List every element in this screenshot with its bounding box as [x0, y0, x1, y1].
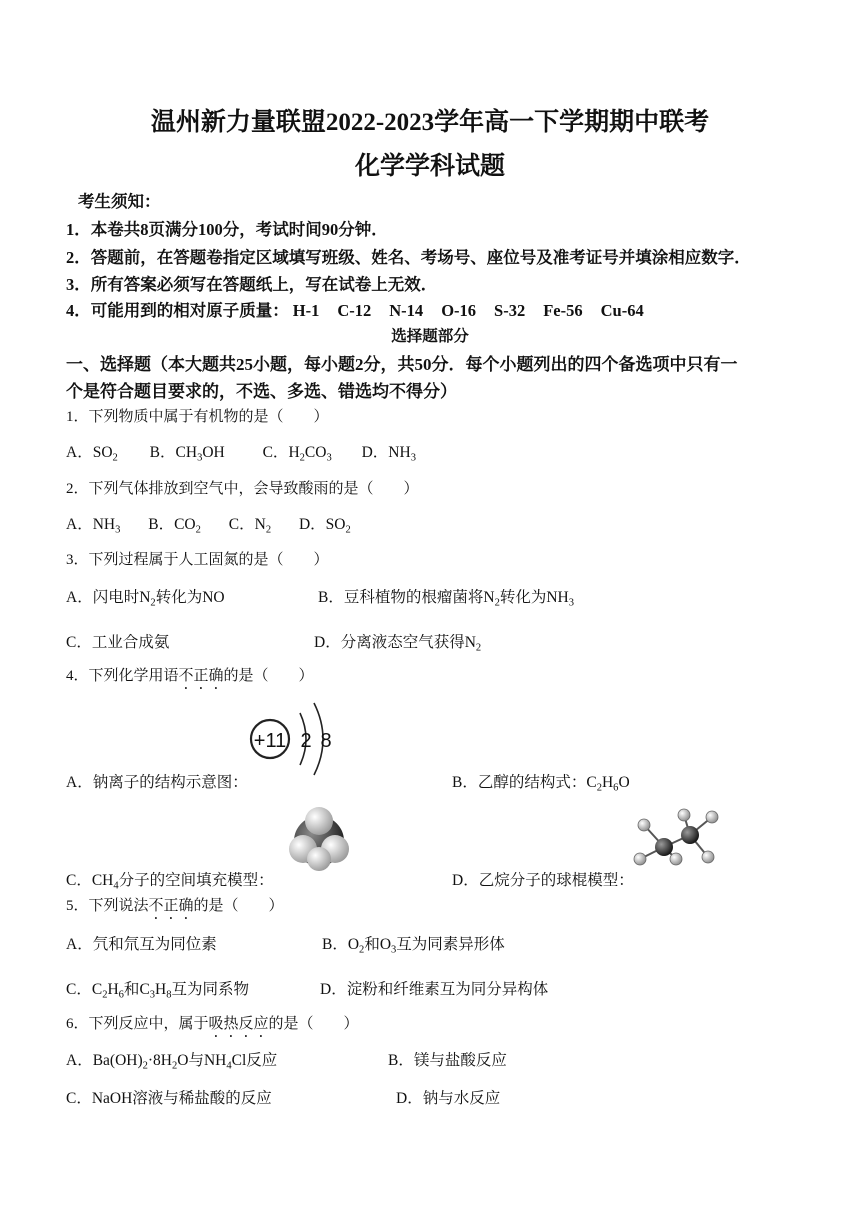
q6-option-d: D．钠与水反应 [396, 1090, 501, 1107]
q6-option-b: B．镁与盐酸反应 [388, 1052, 507, 1069]
atom-mass: O-16 [441, 301, 477, 320]
nucleus-charge: +11 [253, 730, 287, 752]
q2-option-b: B．$CO_2$ [148, 516, 201, 536]
q1-option-d: D．$NH_3$ [361, 444, 416, 464]
atom-mass: Cu-64 [600, 301, 644, 320]
emphasis-mark: 吸热反应 [208, 1016, 269, 1032]
notice-item-4 [66, 297, 662, 321]
q5-option-a: A．氕和氘互为同位素 [66, 936, 217, 953]
shell-1-electrons: 2 [300, 730, 312, 752]
notice-item-4-label: 4．可能用到的相对原子质量： [66, 301, 289, 320]
ethane-ball-and-stick-model [630, 807, 722, 869]
atom-mass: Fe-56 [543, 301, 583, 320]
exam-subtitle: 化学学科试题 [354, 153, 505, 180]
q1-stem: 1．下列物质中属于有机物的是（ ） [66, 409, 329, 425]
q5-stem: 5．下列说法不正确的是（ ） [66, 898, 284, 914]
atom-mass: H-1 [292, 301, 320, 320]
q3-stem: 3．下列过程属于人工固氮的是（ ） [66, 552, 329, 568]
atom-mass: S-32 [494, 301, 526, 320]
q2-option-c: C．$N_2$ [228, 516, 272, 536]
q5-option-c: C．$C_2H_6$和$C_3H_8$互为同系物 [66, 981, 250, 1001]
notice-item-3: 3．所有答案必须写在答题纸上，写在试卷上无效． [66, 275, 438, 294]
atom-mass: C-12 [337, 301, 372, 320]
q6-option-c: C．NaOH溶液与稀盐酸的反应 [66, 1090, 272, 1107]
q4-option-b: B．乙醇的结构式：$C_2H_6O$ [452, 774, 630, 794]
q4-option-a: A．钠离子的结构示意图： [66, 774, 248, 791]
q6-option-a: A．$Ba(OH)_2\cdot 8H_2O$与$NH_4Cl$反应 [66, 1052, 278, 1072]
q1-option-a: A．$SO_2$ [66, 444, 118, 464]
q4-option-c: C．$CH_4$分子的空间填充模型： [66, 872, 274, 892]
q4-option-d: D．乙烷分子的球棍模型： [452, 872, 634, 889]
q5-option-d: D．淀粉和纤维素互为同分异构体 [320, 981, 549, 998]
emphasis-mark: 不正确 [178, 668, 224, 684]
q2-option-a: A．$NH_3$ [66, 516, 121, 536]
q3-option-c: C．工业合成氨 [66, 634, 170, 651]
sodium-ion-structure-diagram [246, 697, 346, 779]
q1-option-c: C．$H_2CO_3$ [262, 444, 332, 464]
q6-stem: 6．下列反应中，属于吸热反应的是（ ） [66, 1016, 359, 1032]
section-label: 选择题部分 [391, 328, 469, 345]
shell-2-electrons: 8 [320, 730, 332, 752]
notice-item-2: 2．答题前，在答题卷指定区域填写班级、姓名、考场号、座位号及准考证号并填涂相应数字． [66, 248, 751, 267]
emphasis-mark: 不正确 [148, 898, 194, 914]
q2-option-d: D．$SO_2$ [298, 516, 351, 536]
methane-space-filling-model [285, 805, 353, 875]
q3-option-d: D．分离液态空气获得$N_2$ [314, 634, 482, 654]
q2-stem: 2．下列气体排放到空气中，会导致酸雨的是（ ） [66, 481, 419, 497]
notice-heading: 考生须知： [78, 192, 161, 211]
section-instructions-1: 一、选择题（本大题共25小题，每小题2分，共50分．每个小题列出的四个备选项中只有一 [66, 355, 738, 374]
q5-option-b: B．$O_2$和$O_3$互为同素异形体 [322, 936, 505, 956]
atom-mass: N-14 [389, 301, 424, 320]
q2-options [66, 512, 351, 534]
section-instructions-2: 个是符合题目要求的，不选、多选、错选均不得分） [66, 382, 457, 401]
notice-item-1: 1．本卷共8页满分100分，考试时间90分钟． [66, 220, 388, 239]
q3-option-b: B．豆科植物的根瘤菌将$N_2$转化为$NH_3$ [318, 589, 574, 609]
q4-stem: 4．下列化学用语不正确的是（ ） [66, 668, 314, 684]
exam-title: 温州新力量联盟2022-2023学年高一下学期期中联考 [150, 109, 710, 136]
q3-option-a: A．闪电时$N_2$转化为NO [66, 589, 225, 609]
q1-options [66, 440, 416, 462]
q1-option-b: B．$CH_3OH$ [149, 444, 225, 464]
